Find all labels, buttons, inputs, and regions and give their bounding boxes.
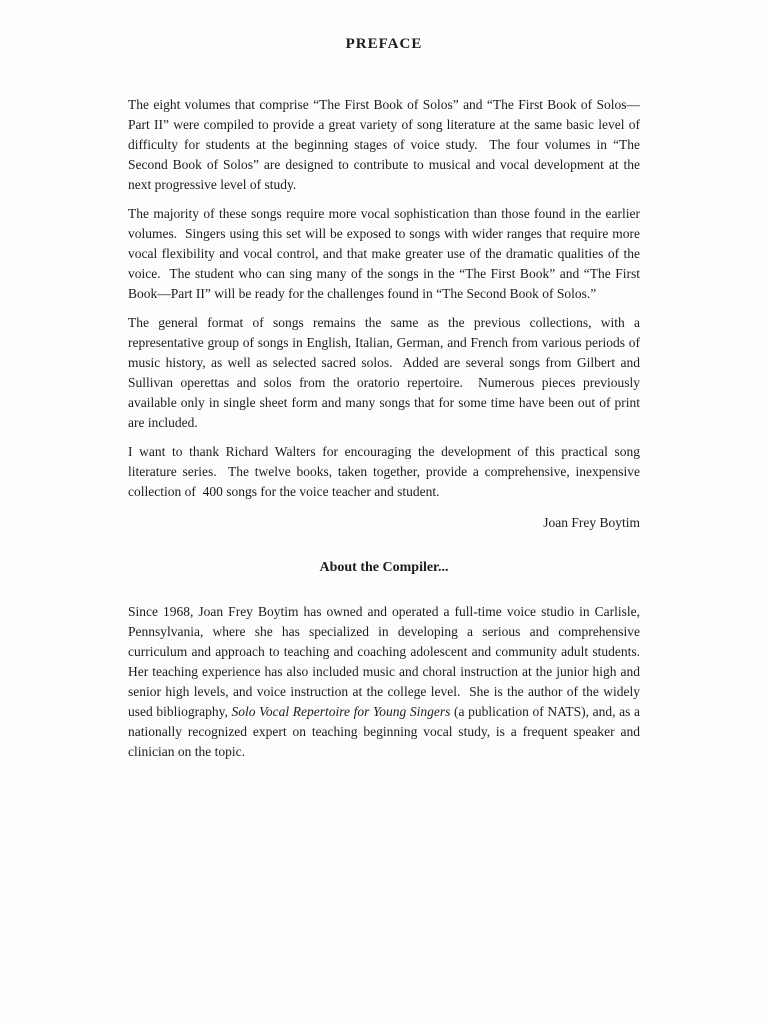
page-content [128,36,647,771]
about-compiler-paragraph [128,602,647,762]
about-text-after: (a publication of NATS), and, as a nationally recognized expert on teaching beginning vocal study, is a frequent speaker and clinician on the topic. [128,704,644,759]
preface-paragraph-4: I want to thank Richard Walters for encouraging the development of this practical song literature series. The twelve books, taken together, provide a comprehensive, inexpensive collection of 400 songs for the voice teacher and student. [128,444,644,499]
about-text-before: Since 1968, Joan Frey Boytim has owned and operated a full-time voice studio in Carlisle, Pennsylvania, where she has specialized in developing a serious and comprehensive curriculum and approach to teaching and coaching adolescent and community adult students. Her teaching experience has also included music and choral instruction at the junior high and senior high levels, and voice instruction at the college level. She is the author of the widely used bibliography, [128,604,647,719]
author-signature: Joan Frey Boytim [543,515,640,530]
bibliography-title: Solo Vocal Repertoire for Young Singers [231,704,451,719]
page-title: PREFACE [345,36,423,52]
preface-paragraph-1: The eight volumes that comprise “The First Book of Solos” and “The First Book of Solos—Part II” were compiled to provide a great variety of song literature at the same basic level of difficulty for students at the beginning stages of voice study. The four volumes in “The Second Book of Solos” are designed to contribute to musical and vocal development at the next progressive level of study. [128,97,644,192]
preface-paragraph-2: The majority of these songs require more vocal sophistication than those found in the earlier volumes. Singers using this set will be exposed to songs with wider ranges that require more vocal flexibility and vocal control, and that make greater use of the dramatic qualities of the voice. The student who can sing many of the songs in the “The First Book” and “The First Book—Part II” will be ready for the challenges found in “The Second Book of Solos.” [128,206,644,301]
about-compiler-heading: About the Compiler... [319,560,449,575]
preface-paragraph-3: The general format of songs remains the same as the previous collections, with a representative group of songs in English, Italian, German, and French from various periods of music history, as well as selected sacred solos. Added are several songs from Gilbert and Sullivan operettas and solos from the oratorio repertoire. Numerous pieces previously available only in single sheet form and many songs that for some time have been out of print are included. [128,315,644,430]
